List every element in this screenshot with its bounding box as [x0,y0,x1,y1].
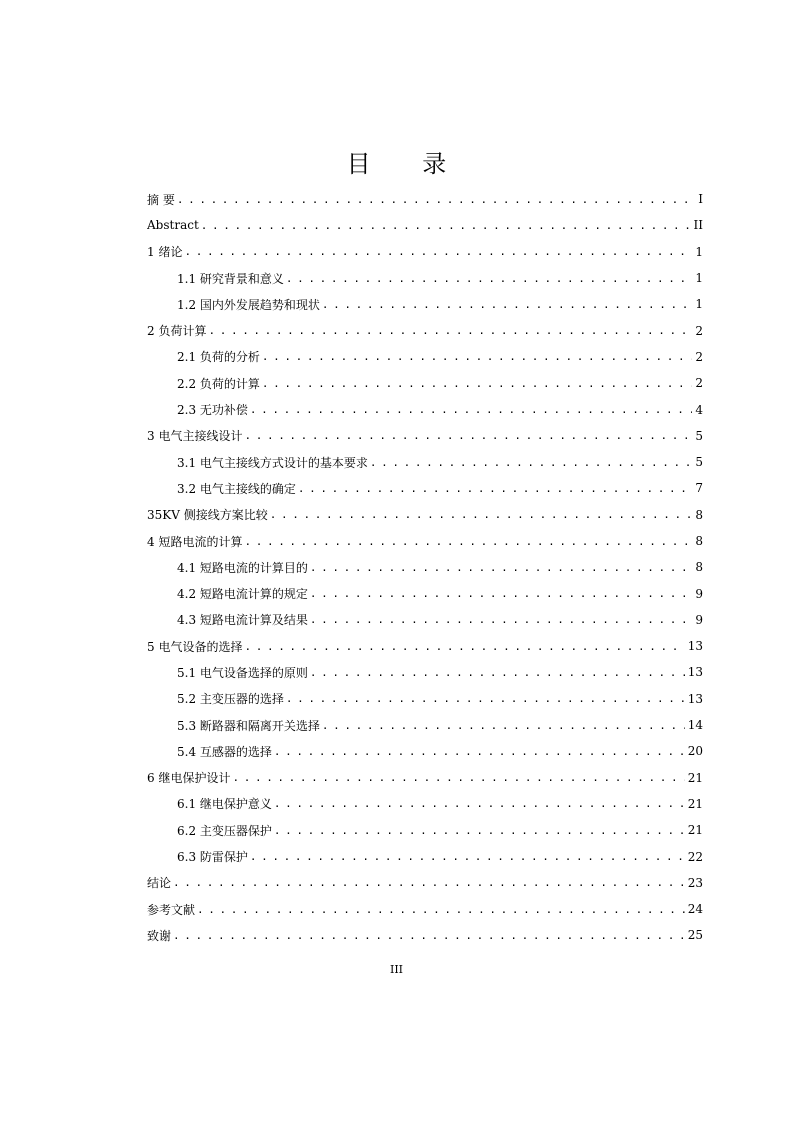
toc-dot-leader [201,219,691,232]
toc-entry-label: 5.2 主变压器的选择 [177,692,284,707]
toc-entry-label: 2.1 负荷的分析 [177,350,260,365]
toc-entry-page: 8 [695,560,703,575]
toc-entry-page: 14 [687,718,703,733]
toc-dot-leader [370,456,692,469]
toc-entry-label: 4 短路电流的计算 [147,534,243,549]
toc-entry-label: 6 继电保护设计 [147,771,231,786]
toc-entry[interactable] [147,712,703,738]
toc-entry-page: 21 [687,823,703,838]
toc-entry-page: 5 [695,455,703,470]
toc-entry-label: 1.1 研究背景和意义 [177,271,284,286]
toc-entry[interactable] [147,239,703,265]
toc-entry-label: 5 电气设备的选择 [147,639,243,654]
toc-entry-label: 2.2 负荷的计算 [177,376,260,391]
toc-entry[interactable] [147,186,703,212]
toc-dot-leader [244,429,692,442]
toc-entry-page: 21 [687,796,703,811]
toc-dot-leader [274,745,685,758]
toc-entry[interactable] [147,265,703,291]
toc-entry-label: 3 电气主接线设计 [147,429,243,444]
toc-entry-label: 3.2 电气主接线的确定 [177,481,296,496]
toc-entry[interactable] [147,843,703,869]
toc-dot-leader [232,771,684,784]
toc-entry-page: 1 [695,244,703,259]
toc-dot-leader [270,508,693,521]
toc-dot-leader [244,535,692,548]
toc-entry-label: 1.2 国内外发展趋势和现状 [177,297,320,312]
toc-entry-page: 9 [695,586,703,601]
toc-entry[interactable] [147,212,703,238]
toc-entry[interactable] [147,659,703,685]
toc-entry-label: 35KV 侧接线方案比较 [147,508,268,523]
toc-entry[interactable] [147,317,703,343]
toc-entry-page: 13 [687,665,703,680]
toc-entry[interactable] [147,765,703,791]
toc-entry-page: 13 [687,639,703,654]
toc-entry-label: 2.3 无功补偿 [177,403,248,418]
toc-entry[interactable] [147,870,703,896]
table-of-contents [147,186,703,949]
toc-entry[interactable] [147,922,703,948]
toc-entry-label: 6.2 主变压器保护 [177,823,272,838]
toc-entry[interactable] [147,475,703,501]
toc-entry[interactable] [147,370,703,396]
toc-entry[interactable] [147,291,703,317]
toc-dot-leader [250,850,685,863]
toc-entry-page: I [698,192,703,207]
toc-entry-label: 致谢 [147,928,172,943]
toc-entry-page: 1 [695,297,703,312]
toc-entry[interactable] [147,344,703,370]
toc-dot-leader [274,824,685,837]
toc-entry-label: 6.1 继电保护意义 [177,797,272,812]
toc-dot-leader [250,403,692,416]
toc-dot-leader [310,561,692,574]
toc-dot-leader [286,272,692,285]
toc-dot-leader [262,377,692,390]
toc-entry-page: 21 [687,770,703,785]
toc-entry-label: 4.1 短路电流的计算目的 [177,560,308,575]
toc-entry-page: 2 [695,376,703,391]
toc-entry-label: 5.4 互感器的选择 [177,744,272,759]
toc-entry-label: Abstract [147,218,199,233]
toc-dot-leader [173,929,685,942]
toc-dot-leader [173,876,685,889]
toc-entry-label: 结论 [147,876,172,891]
toc-entry[interactable] [147,554,703,580]
toc-entry-page: 13 [687,691,703,706]
toc-entry[interactable] [147,580,703,606]
toc-dot-leader [262,350,692,363]
toc-entry[interactable] [147,528,703,554]
toc-entry-page: 1 [695,271,703,286]
toc-entry[interactable] [147,738,703,764]
toc-entry-page: 4 [695,402,703,417]
toc-entry-page: 22 [687,849,703,864]
toc-dot-leader [310,613,692,626]
toc-entry-page: II [693,218,703,233]
toc-entry-page: 23 [687,875,703,890]
toc-entry-label: 2 负荷计算 [147,324,207,339]
toc-dot-leader [298,482,692,495]
toc-entry[interactable] [147,686,703,712]
toc-dot-leader [208,324,692,337]
toc-entry-page: 20 [687,744,703,759]
toc-entry-label: 摘 要 [147,192,175,207]
toc-entry[interactable] [147,896,703,922]
page-number: III [389,963,404,976]
toc-entry[interactable] [147,791,703,817]
toc-entry-label: 4.3 短路电流计算及结果 [177,613,308,628]
toc-entry-label: 4.2 短路电流计算的规定 [177,587,308,602]
toc-dot-leader [177,193,695,206]
toc-entry[interactable] [147,449,703,475]
toc-dot-leader [197,903,685,916]
toc-entry[interactable] [147,502,703,528]
toc-entry-page: 9 [695,612,703,627]
toc-entry[interactable] [147,817,703,843]
toc-entry-page: 8 [695,507,703,522]
page-title: 目 录 [346,150,469,178]
toc-dot-leader [274,797,685,810]
toc-entry-page: 2 [695,323,703,338]
toc-dot-leader [310,666,685,679]
toc-entry[interactable] [147,423,703,449]
toc-entry-label: 5.1 电气设备选择的原则 [177,665,308,680]
toc-entry-label: 5.3 断路器和隔离开关选择 [177,718,320,733]
toc-entry-label: 6.3 防雷保护 [177,850,248,865]
toc-dot-leader [286,692,685,705]
toc-entry[interactable] [147,607,703,633]
toc-entry-page: 24 [687,902,703,917]
toc-entry-page: 5 [695,428,703,443]
toc-entry[interactable] [147,633,703,659]
toc-dot-leader [184,245,692,258]
toc-dot-leader [322,298,692,311]
toc-entry-label: 参考文献 [147,902,196,917]
toc-entry-page: 2 [695,349,703,364]
toc-entry-page: 8 [695,534,703,548]
toc-entry-page: 7 [695,481,703,496]
toc-entry-label: 3.1 电气主接线方式设计的基本要求 [177,455,368,470]
toc-dot-leader [322,719,685,732]
toc-dot-leader [310,587,692,600]
toc-entry-label: 1 绪论 [147,245,183,260]
toc-entry[interactable] [147,396,703,422]
toc-dot-leader [244,640,684,653]
toc-entry-page: 25 [687,928,703,943]
